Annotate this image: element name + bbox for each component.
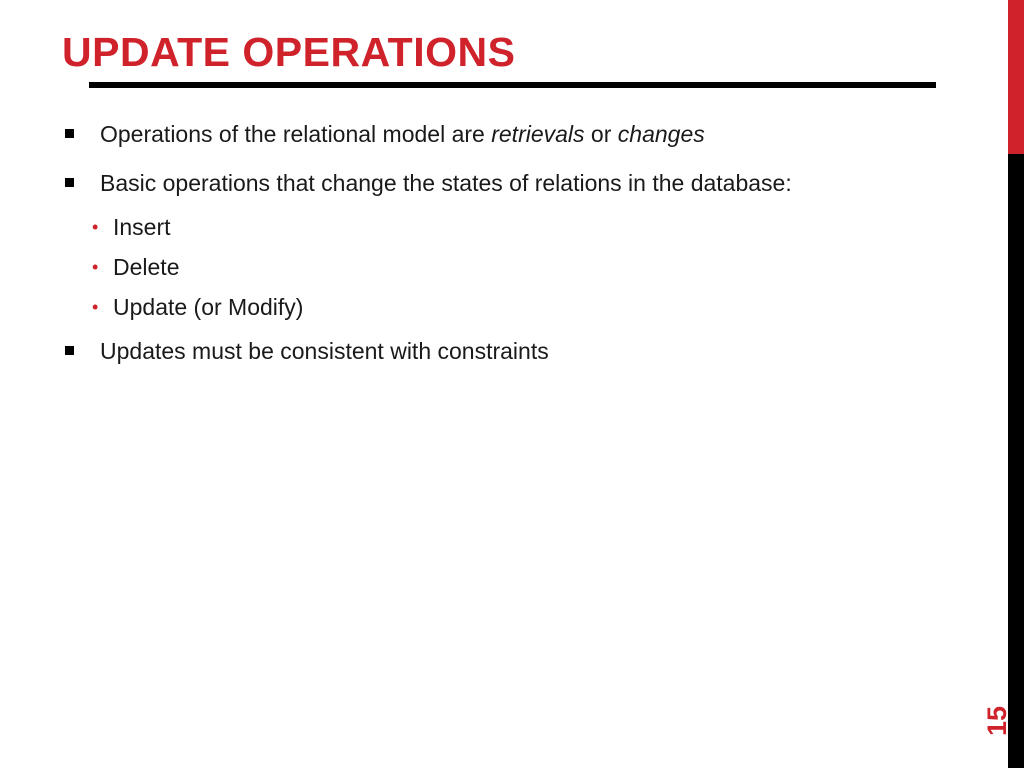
bullet-text-part: Operations of the relational model are bbox=[100, 121, 492, 147]
bullet-emphasis-retrievals: retrievals bbox=[491, 121, 585, 147]
round-bullet-icon: • bbox=[92, 257, 99, 277]
round-bullet-icon: • bbox=[92, 217, 99, 237]
round-bullet-icon: • bbox=[92, 297, 99, 317]
side-accent-bar-red bbox=[1008, 0, 1024, 154]
side-accent-bar-black bbox=[1008, 154, 1024, 768]
bullet-text: Basic operations that change the states of relations in the database: bbox=[100, 170, 792, 196]
page-number: 15 bbox=[982, 705, 1012, 737]
slide-title: UPDATE OPERATIONS bbox=[62, 29, 516, 75]
bullet-text: Updates must be consistent with constraints bbox=[100, 338, 549, 364]
sub-bullet-text: Delete bbox=[113, 254, 180, 280]
square-bullet-icon bbox=[65, 178, 74, 187]
title-underline bbox=[89, 82, 936, 88]
sub-bullet-text: Update (or Modify) bbox=[113, 294, 304, 320]
bullet-emphasis-changes: changes bbox=[617, 121, 705, 147]
bullet-text-part: or bbox=[584, 121, 618, 147]
bullet-text bbox=[100, 118, 705, 150]
sub-bullet-text: Insert bbox=[113, 214, 171, 240]
square-bullet-icon bbox=[65, 129, 74, 138]
square-bullet-icon bbox=[65, 346, 74, 355]
